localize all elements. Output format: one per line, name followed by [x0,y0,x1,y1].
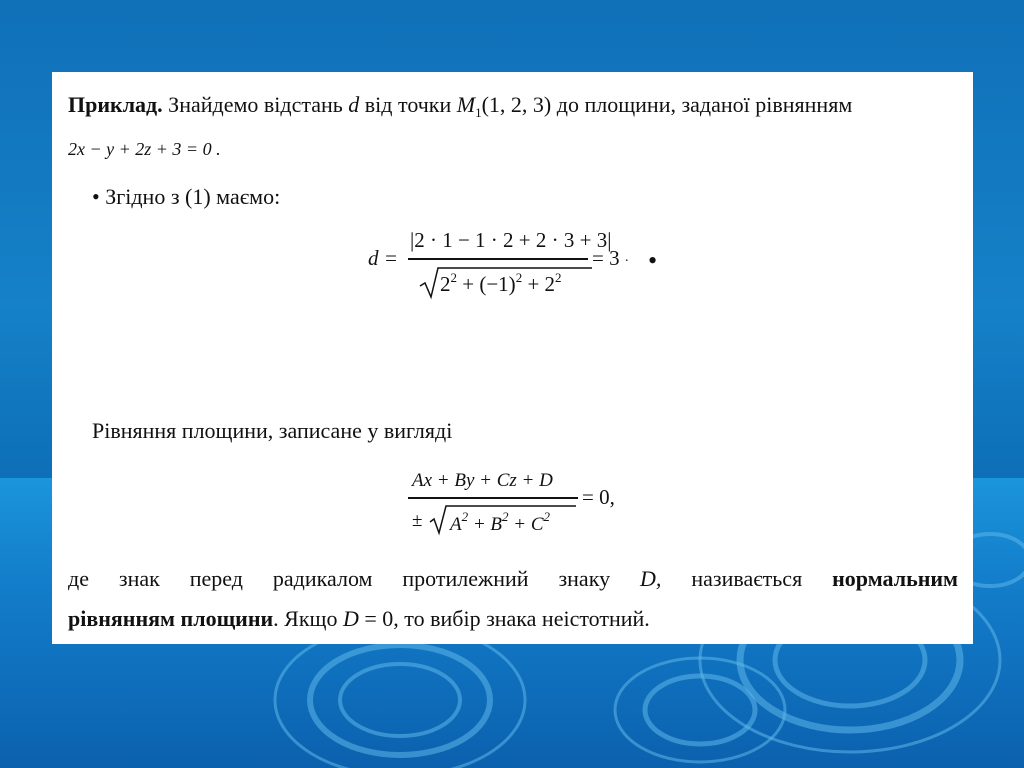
example-text-mid: від точки [364,92,452,117]
point-coords: (1, 2, 3) [481,92,552,117]
normal-pm: ± [412,510,423,531]
distance-numerator: |2 · 1 − 1 · 2 + 2 · 3 + 3| [410,228,612,252]
den-exp-3: 2 [555,270,562,285]
conclusion-text-b: = 0, то вибір знака неістотний. [364,606,650,631]
den-term-2: + (−1) [462,272,516,296]
distance-rhs: = 3 [592,246,620,270]
normal-numerator: Ax + By + Cz + D [412,470,553,491]
var-d: d [348,92,360,117]
conclusion-line-1 [68,566,958,592]
den-b-exp: 2 [502,509,509,524]
word: знак [118,566,160,591]
den-c-exp: 2 [543,509,551,524]
den-term-1: 2 [440,272,451,296]
example-text-before: Знайдемо відстань [168,92,343,117]
plane-equation: 2x − y + 2z + 3 = 0 . [68,139,221,159]
word: перед [189,566,243,591]
step-text: Згідно з (1) маємо: [105,184,281,209]
example-text-after: до площини, заданої рівнянням [556,92,853,117]
den-b: + B [472,514,503,535]
normal-intro: Рівняння площини, записане у вигляді [92,418,453,443]
point-sub: 1 [475,105,482,120]
example-label: Приклад. [68,92,163,117]
point-letter: M [456,92,476,117]
word: протилежний [402,566,529,591]
distance-denominator [440,270,562,297]
den-a: A [450,514,462,535]
den-c: + C [513,514,544,535]
word: радикалом [272,566,373,591]
step-line [92,184,280,210]
end-marker-icon: • [648,246,658,275]
word-var-d: D, [640,566,662,591]
normal-denominator [450,509,550,536]
word: називається [691,566,803,591]
conclusion-var: D [342,606,359,631]
normal-rhs: = 0, [582,485,615,509]
example-line [68,92,852,121]
den-term-3: + 2 [527,272,556,296]
word: знаку [558,566,611,591]
distance-fraction-bar [408,258,588,260]
word: де [68,566,89,591]
normal-fraction-bar [408,497,578,499]
distance-dot: . [625,250,629,265]
den-exp-2: 2 [515,270,523,285]
bullet-icon: • [92,184,100,209]
den-exp-1: 2 [450,270,457,285]
conclusion-line-2 [68,606,650,632]
distance-lhs: d = [368,246,398,270]
word-bold: нормальним [832,566,959,591]
den-a-exp: 2 [461,509,469,524]
bold-term: рівнянням площини [68,606,274,631]
conclusion-text-a: . Якщо [273,606,338,631]
